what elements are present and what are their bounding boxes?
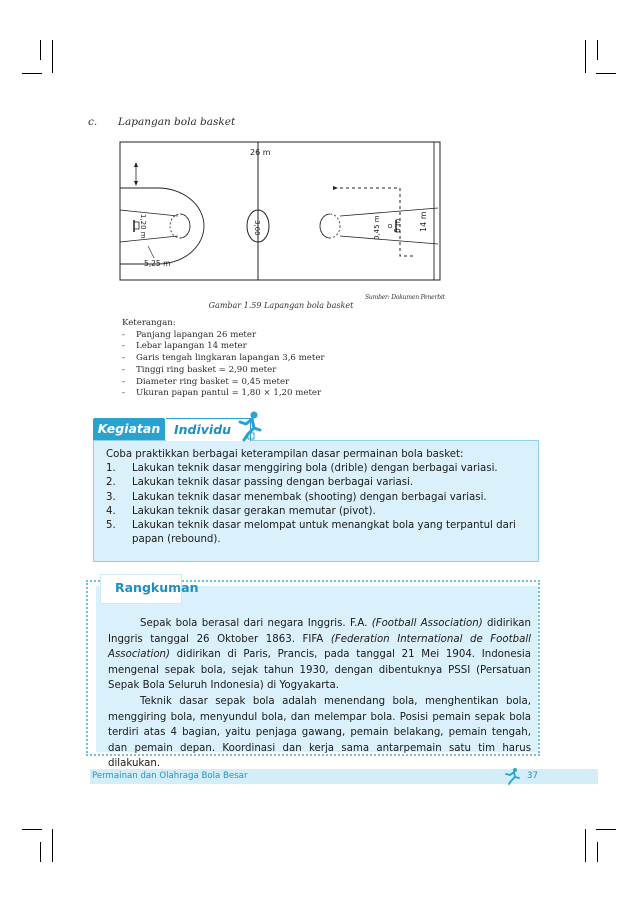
list-item: - Garis tengah lingkaran lapangan 3,6 meter bbox=[122, 353, 325, 364]
center-circle-label: 3,60 bbox=[253, 220, 261, 236]
three-point-label: 5,25 m bbox=[144, 259, 171, 268]
list-item: 5. Lakukan teknik dasar melompat untuk menangkat bola yang terpantul dari papan (rebound). bbox=[106, 520, 516, 546]
footer-title: Permainan dan Olahraga Bola Besar bbox=[92, 771, 248, 781]
activity-intro: Coba praktikkan berbagai keterampilan dasar permainan bola basket: bbox=[106, 449, 464, 460]
list-item: - Diameter ring basket = 0,45 meter bbox=[122, 376, 290, 387]
left-three-point-arc bbox=[120, 188, 204, 264]
list-item: - Ukuran papan pantul = 1,80 × 1,20 meter bbox=[122, 388, 322, 399]
figure-caption-text: Gambar 1.59 Lapangan bola basket bbox=[208, 301, 354, 310]
activity-label: Kegiatan bbox=[93, 418, 165, 440]
left-key-bottom bbox=[120, 236, 178, 242]
figure-caption bbox=[0, 301, 638, 310]
activity-sublabel: Individu bbox=[166, 418, 251, 441]
left-free-throw-arc bbox=[180, 214, 190, 238]
section-letter: c. bbox=[88, 116, 98, 128]
ring-label: 0,45 m bbox=[373, 215, 381, 240]
list-item: 2. Lakukan teknik dasar passing dengan berbagai variasi. bbox=[106, 477, 414, 489]
list-item: - Lebar lapangan 14 meter bbox=[122, 341, 247, 352]
player-icon bbox=[504, 767, 520, 785]
key-width-label: 6 m bbox=[393, 218, 402, 233]
notes-heading: Keterangan: bbox=[122, 318, 176, 328]
right-ring bbox=[388, 224, 392, 228]
section-title bbox=[88, 116, 235, 128]
list-item: 3. Lakukan teknik dasar menembak (shooting) dengan berbagai variasi. bbox=[106, 491, 487, 503]
width-label: 14 m bbox=[419, 211, 428, 232]
page-number: 37 bbox=[527, 771, 538, 781]
left-key-top bbox=[120, 210, 178, 216]
right-free-throw-arc bbox=[320, 214, 330, 238]
player-kicking-icon bbox=[236, 410, 262, 442]
right-key-bottom bbox=[340, 236, 438, 244]
summary-label-box bbox=[100, 574, 199, 604]
summary-content bbox=[108, 616, 531, 772]
summary-paragraph-1: Sepak bola berasal dari negara Inggris. F.A. (Football Association) didirikan Inggris tanggal 26 Oktober 1863. FIFA (Federation International de Football Association) didirikan di Paris, Prancis, pada tanggal 21 Mei 1904. Indonesia mengenal sepak bola, sejak tahun 1930, dengan dibentuknya PSSI (Persatuan Sepak Bola Seluruh Indonesia) di Yogyakarta. bbox=[108, 618, 532, 692]
list-item: - Tinggi ring basket = 2,90 meter bbox=[122, 364, 277, 375]
length-label: 26 m bbox=[250, 148, 271, 157]
summary-label: Rangkuman bbox=[115, 580, 199, 595]
board-label: 1,20 m bbox=[139, 214, 147, 239]
basketball-court-diagram bbox=[118, 140, 444, 292]
section-title-text: Lapangan bola basket bbox=[118, 116, 236, 128]
list-item: - Panjang lapangan 26 meter bbox=[122, 329, 257, 340]
activity-content bbox=[106, 448, 531, 547]
summary-paragraph-2: Teknik dasar sepak bola adalah menendang bola, menghentikan bola, menggiring bola, menyundul bola, dan melempar bola. Posisi pemain sepak bola terdiri atas 4 bagian, yaitu penjaga gawang, pemain belakang, pemain tengah, dan pemain depan. Koordinasi dan kerja sama antarpemain satu tim harus dilakukan. bbox=[108, 695, 531, 770]
notes-list bbox=[122, 318, 325, 400]
court-svg bbox=[118, 140, 444, 292]
list-item: 1. Lakukan teknik dasar menggiring bola (drible) dengan berbagai variasi. bbox=[106, 463, 498, 475]
list-item: 4. Lakukan teknik dasar gerakan memutar (pivot). bbox=[106, 505, 376, 517]
figure-source: Sumber: Dokumen Penerbit bbox=[365, 294, 445, 301]
